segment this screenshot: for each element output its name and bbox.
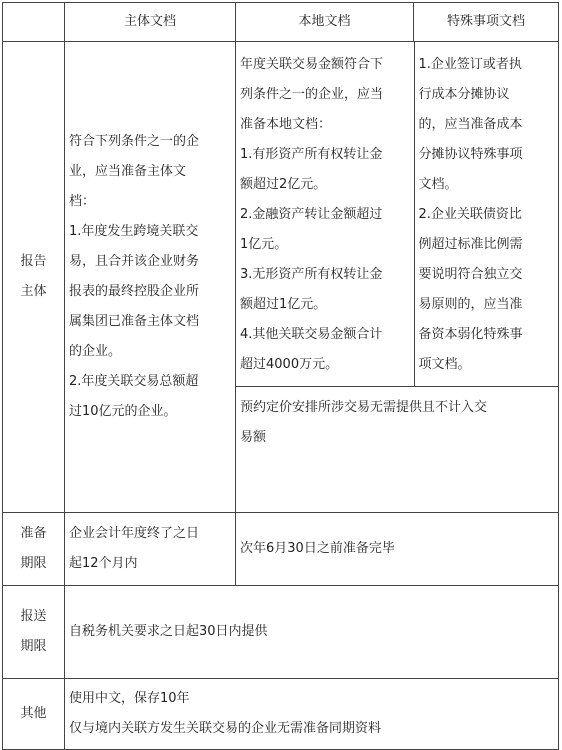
text-line: 2.企业关联债资比 — [418, 207, 522, 222]
label-line: 报告 — [20, 254, 47, 269]
text-line: 文档。 — [418, 177, 458, 192]
text-line: 额超过1亿元。 — [240, 297, 327, 312]
text-line: 符合下列条件之一的企 — [69, 134, 200, 149]
cell-master-deadline — [65, 513, 236, 586]
text-line: 准备本地文档： — [240, 117, 332, 132]
text-line: 的企业。 — [69, 344, 122, 359]
text-line: 1亿元。 — [240, 237, 288, 252]
text-line: 档： — [69, 194, 96, 209]
cell-local-special-group — [236, 42, 559, 513]
text-line: 分摊协议特殊事项 — [418, 147, 523, 162]
text-line: 的，应当准备成本 — [418, 117, 523, 132]
text-line: 起12个月内 — [69, 556, 138, 571]
text-line: 2.年度关联交易总额超 — [69, 374, 199, 389]
label-line: 准备 — [20, 526, 47, 541]
cell-master-conditions — [65, 42, 236, 513]
label-submit-deadline — [3, 586, 65, 679]
label-report-subject — [3, 42, 65, 513]
comparison-table — [2, 2, 559, 750]
text-line: 额超过2亿元。 — [240, 177, 327, 192]
text-line: 行成本分摊协议 — [418, 87, 510, 102]
label-line: 期限 — [20, 556, 47, 571]
text-line: 易，且合并该企业财务 — [69, 254, 200, 269]
header-local-file: 本地文档 — [236, 3, 414, 42]
text-line: 企业会计年度终了之日 — [69, 526, 200, 541]
text-line: 报表的最终控股企业所 — [69, 284, 200, 299]
cell-submit-deadline: 自税务机关要求之日起30日内提供 — [65, 586, 559, 679]
text-line: 1.企业签订或者执 — [418, 57, 522, 72]
cell-apa-note — [236, 387, 559, 460]
text-line: 项文档。 — [418, 357, 471, 372]
row-prep-deadline — [3, 513, 559, 586]
row-submit-deadline — [3, 586, 559, 679]
text-line: 4.其他关联交易金额合计 — [240, 327, 383, 342]
text-line: 业，应当准备主体文 — [69, 164, 187, 179]
text-line: 3.无形资产所有权转让金 — [240, 267, 383, 282]
cell-special-conditions — [414, 42, 559, 387]
cell-local-special-deadline: 次年6月30日之前准备完毕 — [236, 513, 559, 586]
text-line: 备资本弱化特殊事 — [418, 327, 523, 342]
cell-other — [65, 679, 559, 750]
label-other: 其他 — [3, 679, 65, 750]
text-line: 超过4000万元。 — [240, 357, 339, 372]
text-line: 过10亿元的企业。 — [69, 404, 177, 419]
text-line: 列条件之一的企业，应当 — [240, 87, 384, 102]
text-line: 使用中文，保存10年 — [69, 691, 190, 706]
text-line: 例超过标准比例需 — [418, 237, 523, 252]
label-line: 主体 — [20, 284, 47, 299]
label-line: 期限 — [20, 639, 47, 654]
text-line: 要说明符合独立交 — [418, 267, 523, 282]
cell-local-conditions — [236, 42, 414, 387]
text-line: 仅与境内关联方发生关联交易的企业无需准备同期资料 — [69, 721, 382, 736]
label-line: 报送 — [20, 609, 47, 624]
header-master-file: 主体文档 — [65, 3, 236, 42]
row-other — [3, 679, 559, 750]
text-line: 属集团已准备主体文档 — [69, 314, 200, 329]
text-line: 1.年度发生跨境关联交 — [69, 224, 199, 239]
text-line: 易额 — [240, 430, 267, 445]
text-line: 预约定价安排所涉交易无需提供且不计入交 — [240, 400, 488, 415]
text-line: 1.有形资产所有权转让金 — [240, 147, 383, 162]
text-line: 易原则的，应当准 — [418, 297, 523, 312]
row-report-subject — [3, 42, 559, 513]
text-line: 年度关联交易金额符合下 — [240, 57, 384, 72]
header-special-file: 特殊事项文档 — [414, 3, 559, 42]
header-empty-cell — [3, 3, 65, 42]
header-row — [3, 3, 559, 42]
label-prep-deadline — [3, 513, 65, 586]
text-line: 2.金融资产转让金额超过 — [240, 207, 383, 222]
